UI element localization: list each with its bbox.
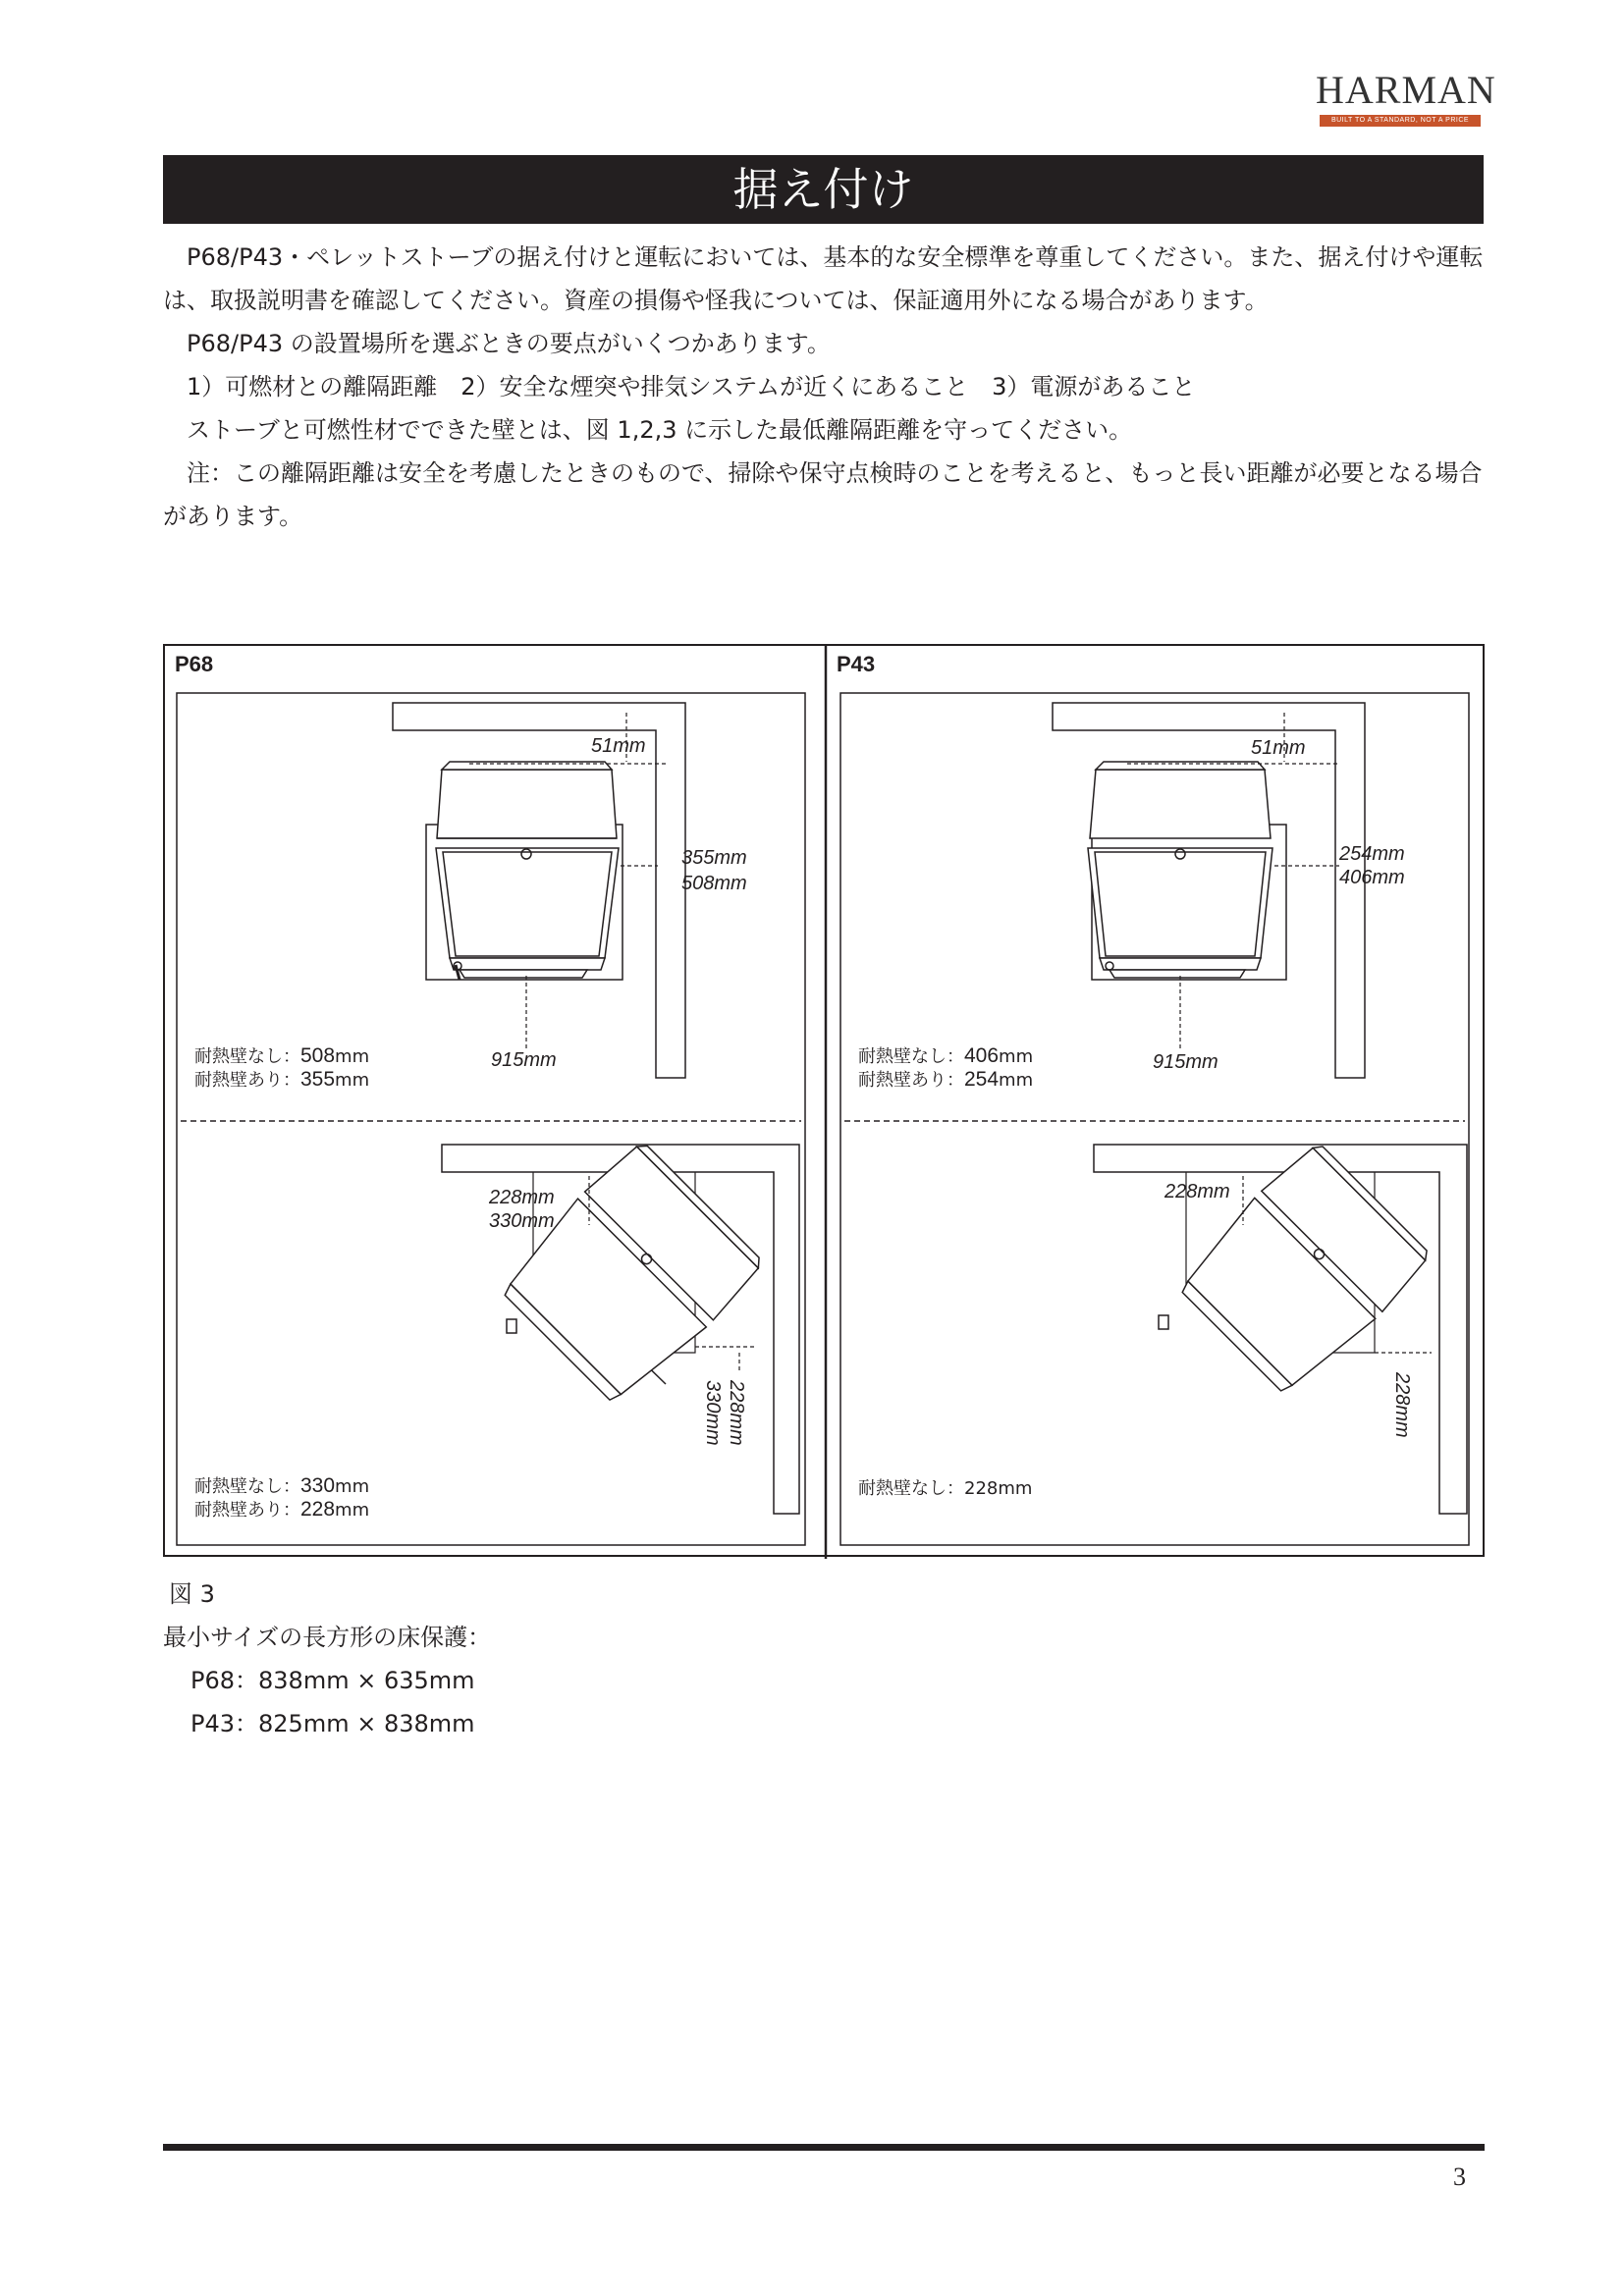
p43-corner-dim-a1: 228mm — [1164, 1181, 1230, 1202]
p68-corner-note-line1: 耐熱壁なし：330mm — [194, 1474, 370, 1497]
p43-corner-note: 耐熱壁なし：228mm — [858, 1478, 1033, 1499]
paragraph: 注：この離隔距離は安全を考慮したときのもので、掃除や保守点検時のことを考えると、もっと長い距離が必要となる場合があります。 — [163, 459, 1483, 530]
harman-logo — [1316, 68, 1496, 126]
floor-protection-item: P68：838mm × 635mm — [190, 1667, 475, 1694]
clearance-figure — [163, 644, 1485, 1557]
intro-text — [163, 236, 1484, 538]
p68-wall-diagram — [393, 703, 685, 1078]
figure-notes — [163, 1573, 1047, 1745]
paragraph: P68/P43 の設置場所を選ぶときの要点がいくつかあります。 — [187, 330, 831, 357]
p68-top-dim-back: 51mm — [591, 735, 646, 757]
p68-top-dim-front: 915mm — [491, 1049, 557, 1071]
p68-top-note-line2: 耐熱壁あり：355mm — [194, 1068, 370, 1091]
p43-top-note-line2: 耐熱壁あり：254mm — [858, 1068, 1034, 1091]
p68-top-dim-side1: 355mm — [681, 847, 747, 869]
p68-corner-note-line2: 耐熱壁あり：228mm — [194, 1498, 370, 1521]
figure-caption: 図 3 — [169, 1580, 215, 1608]
logo-tagline: BUILT TO A STANDARD, NOT A PRICE — [1320, 115, 1481, 127]
p43-top-note-line1: 耐熱壁なし：406mm — [858, 1044, 1034, 1067]
p43-top-dim-back: 51mm — [1251, 737, 1306, 759]
p68-top-note-line1: 耐熱壁なし：508mm — [194, 1044, 370, 1067]
page-title: 据え付け — [163, 155, 1484, 224]
p68-corner-dim-b2: 330mm — [702, 1380, 724, 1446]
panel-label-p43: P43 — [837, 652, 876, 676]
paragraph: ストーブと可燃性材でできた壁とは、図 1,2,3 に示した最低離隔距離を守ってください。 — [187, 416, 1133, 444]
logo-wordmark: HARMAN — [1316, 68, 1496, 112]
page-number: 3 — [1453, 2163, 1466, 2191]
p68-top-dim-side2: 508mm — [681, 873, 747, 894]
paragraph: P68/P43・ペレットストーブの据え付けと運転においては、基本的な安全標準を尊重してください。また、据え付けや運転は、取扱説明書を確認してください。資産の損傷や怪我については、保証適用外になる場合があります。 — [163, 243, 1484, 314]
p68-corner-dim-a2: 330mm — [489, 1210, 555, 1232]
p43-corner-diagram — [1094, 1139, 1467, 1514]
paragraph: 1）可燃材との離隔距離 2）安全な煙突や排気システムが近くにあること 3）電源があること — [187, 373, 1196, 400]
panel-label-p68: P68 — [175, 652, 214, 676]
floor-protection-heading: 最小サイズの長方形の床保護： — [163, 1624, 492, 1651]
p68-corner-dim-a1: 228mm — [489, 1187, 555, 1208]
footer-rule — [163, 2144, 1485, 2151]
p43-wall-diagram — [1053, 703, 1365, 1078]
p43-corner-dim-b1: 228mm — [1391, 1372, 1413, 1438]
p43-top-dim-side2: 406mm — [1339, 867, 1405, 888]
p68-corner-dim-b1: 228mm — [726, 1380, 747, 1446]
p43-top-dim-front: 915mm — [1153, 1051, 1218, 1073]
p43-top-dim-side1: 254mm — [1339, 843, 1405, 865]
floor-protection-item: P43：825mm × 838mm — [190, 1710, 475, 1737]
clearance-diagram — [165, 646, 1487, 1559]
